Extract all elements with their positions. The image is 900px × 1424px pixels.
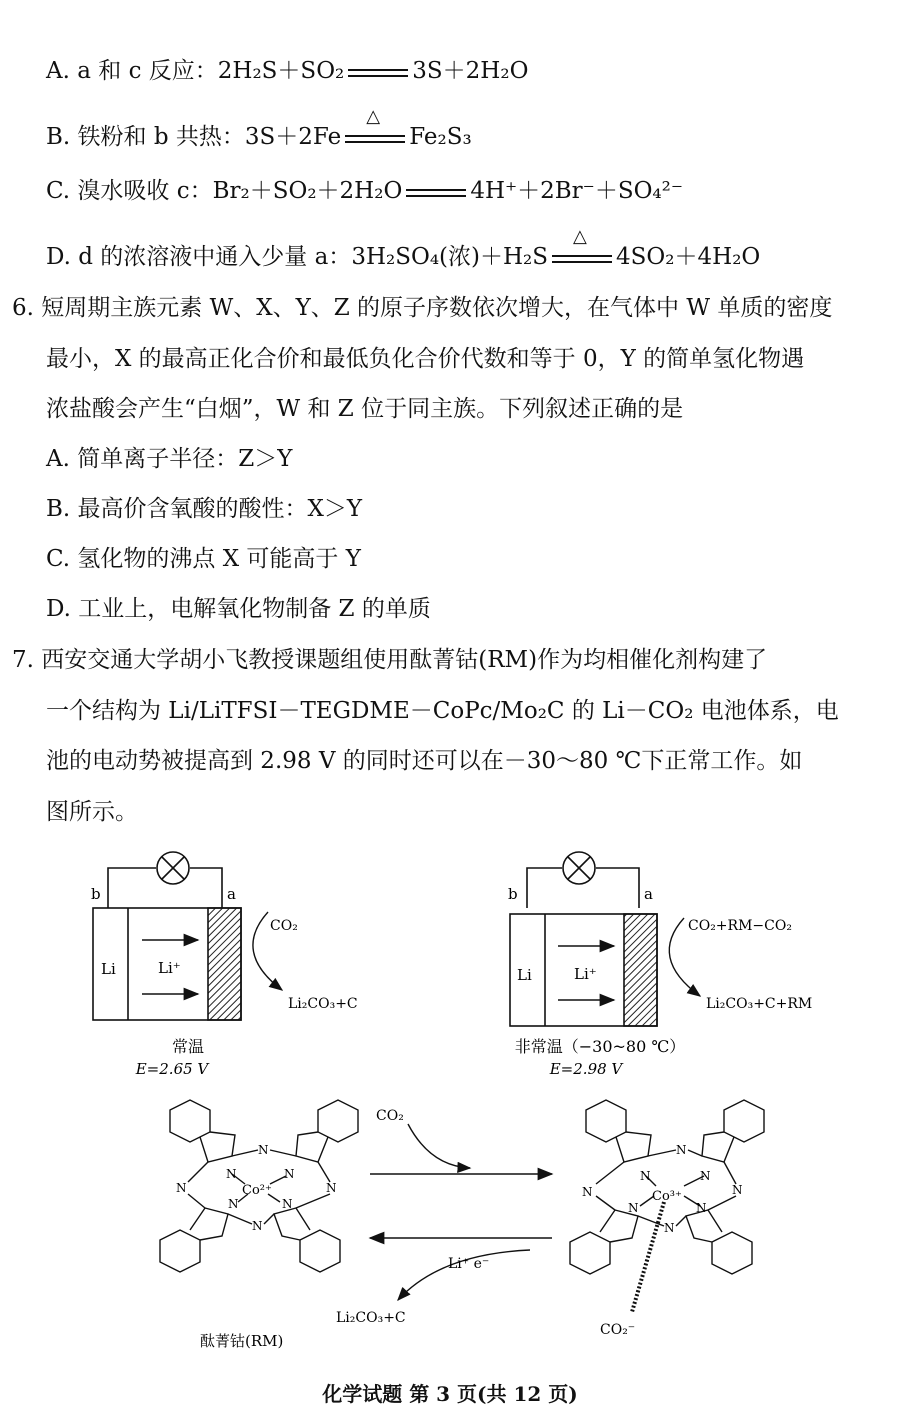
cell-non-room-temperature xyxy=(508,852,812,1078)
n-atom: N xyxy=(696,1201,707,1215)
option-a-eq-left: 2H₂S＋SO₂ xyxy=(217,58,345,84)
option-b-eq-right: Fe₂S₃ xyxy=(409,124,472,150)
n-atom: N xyxy=(326,1181,337,1195)
q6-option-c: C. 氢化物的沸点 X 可能高于 Y xyxy=(46,546,361,572)
q7-stem-line-3: 池的电动势被提高到 2.98 V 的同时还可以在－30～80 ℃下正常工作。如 xyxy=(46,748,803,774)
co2-minus-label: CO₂⁻ xyxy=(600,1322,636,1338)
battery-diagrams xyxy=(0,840,900,1100)
page-footer: 化学试题 第 3 页(共 12 页) xyxy=(322,1382,578,1406)
q5-option-c xyxy=(46,176,683,206)
heat-triangle-icon: △ xyxy=(573,226,587,247)
caption-label: 常温 xyxy=(171,1037,205,1056)
n-atom: N xyxy=(284,1167,295,1181)
q7-stem-line-4: 图所示。 xyxy=(46,799,138,825)
lamp-icon xyxy=(157,852,189,884)
ion-label: Li⁺ xyxy=(574,965,597,983)
emf-label: E=2.98 V xyxy=(549,1060,623,1078)
n-atom: N xyxy=(228,1197,239,1211)
heat-triangle-icon: △ xyxy=(366,106,381,127)
q6-option-d: D. 工业上，电解氧化物制备 Z 的单质 xyxy=(46,596,431,622)
option-d-eq-left: 3H₂SO₄(浓)＋H₂S xyxy=(351,244,549,270)
li-electrode-label: Li xyxy=(517,966,532,984)
terminal-a: a xyxy=(227,885,236,903)
product-label: Li₂CO₃+C xyxy=(288,996,358,1012)
q5-option-d xyxy=(46,226,761,272)
n-atom: N xyxy=(176,1181,187,1195)
cathode-hatched xyxy=(624,914,657,1026)
cobalt-center-right: Co³⁺ xyxy=(652,1189,682,1204)
q7-stem-line-2: 一个结构为 Li/LiTFSI－TEGDME－CoPc/Mo₂C 的 Li－CO₂ 电池体系，电 xyxy=(46,698,839,724)
option-c-eq-left: Br₂＋SO₂＋2H₂O xyxy=(212,178,403,204)
emf-label: E=2.65 V xyxy=(135,1060,209,1078)
q5-option-a xyxy=(46,56,528,86)
li-electron-label: Li⁺ e⁻ xyxy=(448,1256,490,1272)
n-atom: N xyxy=(258,1143,269,1157)
q6-stem-line-2: 最小，X 的最高正化合价和最低负化合价代数和等于 0，Y 的简单氢化物遇 xyxy=(46,346,805,372)
n-atom: N xyxy=(676,1143,687,1157)
cathode-hatched xyxy=(208,908,241,1020)
gas-in-label: CO₂+RM−CO₂ xyxy=(688,918,792,934)
option-b-prefix: B. 铁粉和 b 共热： xyxy=(46,124,245,150)
q5-option-b xyxy=(46,106,472,152)
rm-name-label: 酞菁钴(RM) xyxy=(200,1332,284,1350)
option-d-eq-right: 4SO₂＋4H₂O xyxy=(616,244,761,270)
terminal-b: b xyxy=(91,885,101,903)
q6-stem-line-1: 6. 短周期主族元素 W、X、Y、Z 的原子序数依次增大，在气体中 W 单质的密度 xyxy=(12,295,833,321)
n-atom: N xyxy=(282,1197,293,1211)
product-label: Li₂CO₃+C+RM xyxy=(706,996,813,1012)
option-d-prefix: D. d 的浓溶液中通入少量 a： xyxy=(46,244,352,270)
option-a-eq-right: 3S＋2H₂O xyxy=(412,58,529,84)
terminal-a: a xyxy=(644,885,653,903)
option-c-eq-right: 4H⁺＋2Br⁻＋SO₄²⁻ xyxy=(470,178,684,204)
n-atom: N xyxy=(252,1219,263,1233)
n-atom: N xyxy=(640,1169,651,1183)
n-atom: N xyxy=(700,1169,711,1183)
n-atom: N xyxy=(582,1185,593,1199)
q7-stem-line-1: 7. 西安交通大学胡小飞教授课题组使用酞菁钴(RM)作为均相催化剂构建了 xyxy=(12,647,768,673)
li-electrode-label: Li xyxy=(101,960,116,978)
option-b-eq-left: 3S＋2Fe xyxy=(244,124,342,150)
co2-input-label: CO₂ xyxy=(376,1108,404,1124)
n-atom: N xyxy=(664,1221,675,1235)
n-atom: N xyxy=(628,1201,639,1215)
caption-label: 非常温（−30~80 ℃） xyxy=(514,1037,686,1056)
q6-option-b: B. 最高价含氧酸的酸性：X＞Y xyxy=(46,496,363,522)
gas-in-label: CO₂ xyxy=(270,918,298,934)
q6-stem-line-3: 浓盐酸会产生“白烟”，W 和 Z 位于同主族。下列叙述正确的是 xyxy=(46,396,684,422)
cell-room-temperature xyxy=(91,852,358,1078)
ion-label: Li⁺ xyxy=(158,959,181,977)
catalytic-cycle-diagram xyxy=(0,1090,900,1370)
cobalt-phthalocyanine-right xyxy=(570,1100,764,1312)
option-c-prefix: C. 溴水吸收 c： xyxy=(46,178,213,204)
terminal-b: b xyxy=(508,885,518,903)
n-atom: N xyxy=(732,1183,743,1197)
cycle-product-label: Li₂CO₃+C xyxy=(336,1310,406,1326)
n-atom: N xyxy=(226,1167,237,1181)
q6-option-a: A. 简单离子半径：Z＞Y xyxy=(46,446,293,472)
lamp-icon xyxy=(563,852,595,884)
cobalt-center-left: Co²⁺ xyxy=(242,1183,272,1198)
option-a-prefix: A. a 和 c 反应： xyxy=(46,58,218,84)
